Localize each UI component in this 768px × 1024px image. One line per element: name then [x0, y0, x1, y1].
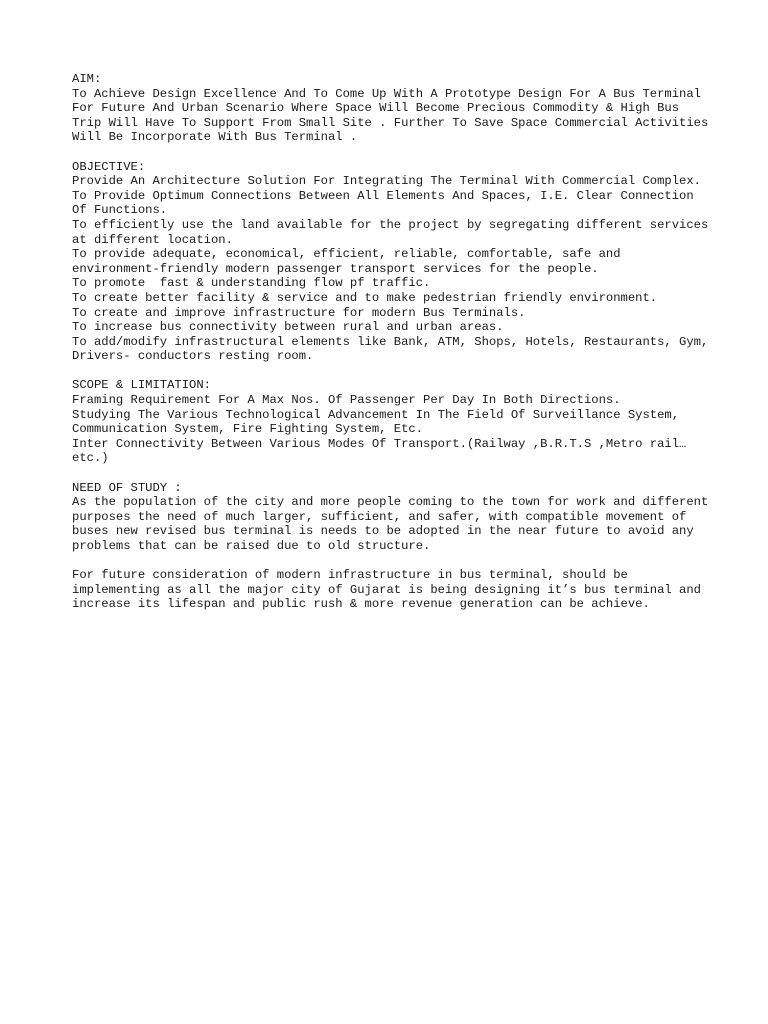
objective-heading: OBJECTIVE:	[72, 159, 146, 174]
objective-item: To create and improve infrastructure for modern Bus Terminals.	[72, 305, 526, 320]
scope-item: Inter Connectivity Between Various Modes Of Transport.(Railway ,B.R.T.S ,Metro rail…etc.)	[72, 436, 687, 466]
objective-item: To create better facility & service and to make pedestrian friendly environment.	[72, 290, 658, 305]
scope-heading: SCOPE & LIMITATION:	[72, 378, 211, 393]
need-section-continued	[72, 568, 712, 612]
objective-item: To add/modify infrastructural elements like Bank, ATM, Shops, Hotels, Restaurants, Gym, Drivers- conductors resting room.	[72, 334, 716, 364]
document-page	[72, 72, 716, 627]
need-section	[72, 480, 716, 554]
need-paragraph-1: As the population of the city and more people coming to the town for work and different purposes the need of much larger, sufficient, and safer, with compatible movement of buses new revised bus terminal is needs to be adopted in the near future to avoid any problems that can be raised due to old structure.	[72, 495, 716, 553]
objective-item: To promote fast & understanding flow pf traffic.	[72, 276, 431, 291]
objective-item: To efficiently use the land available for the project by segregating different services at different location.	[72, 217, 716, 247]
need-paragraph-2: For future consideration of modern infrastructure in bus terminal, should be implementing as all the major city of Gujarat is being designing it’s bus terminal and increase its lifespan and public rush & more revenue generation can be achieve.	[72, 568, 709, 612]
scope-section	[72, 378, 712, 466]
aim-section	[72, 72, 716, 145]
aim-text: To Achieve Design Excellence And To Come Up With A Prototype Design For A Bus Terminal For Future And Urban Scenario Where Space Will Become Precious Commodity & High Bus Trip Will Have To Support From Small Site . Further To Save Space Commercial Activities Will Be Incorporate With Bus Terminal .	[72, 86, 716, 145]
objective-item: Provide An Architecture Solution For Integrating The Terminal With Commercial Complex.	[72, 174, 701, 189]
scope-item: Framing Requirement For A Max Nos. Of Passenger Per Day In Both Directions.	[72, 393, 621, 408]
objective-section	[72, 159, 716, 364]
objective-item: To provide adequate, economical, efficient, reliable, comfortable, safe and environment-friendly modern passenger transport services for the people.	[72, 247, 628, 276]
scope-item: Studying The Various Technological Advancement In The Field Of Surveillance System, Communication System, Fire Fighting System, Etc.	[72, 407, 687, 437]
need-heading: NEED OF STUDY :	[72, 480, 182, 495]
aim-heading: AIM:	[72, 72, 102, 86]
objective-item: To Provide Optimum Connections Between All Elements And Spaces, I.E. Clear Connection Of Functions.	[72, 188, 701, 218]
objective-item: To increase bus connectivity between rural and urban areas.	[72, 320, 504, 335]
